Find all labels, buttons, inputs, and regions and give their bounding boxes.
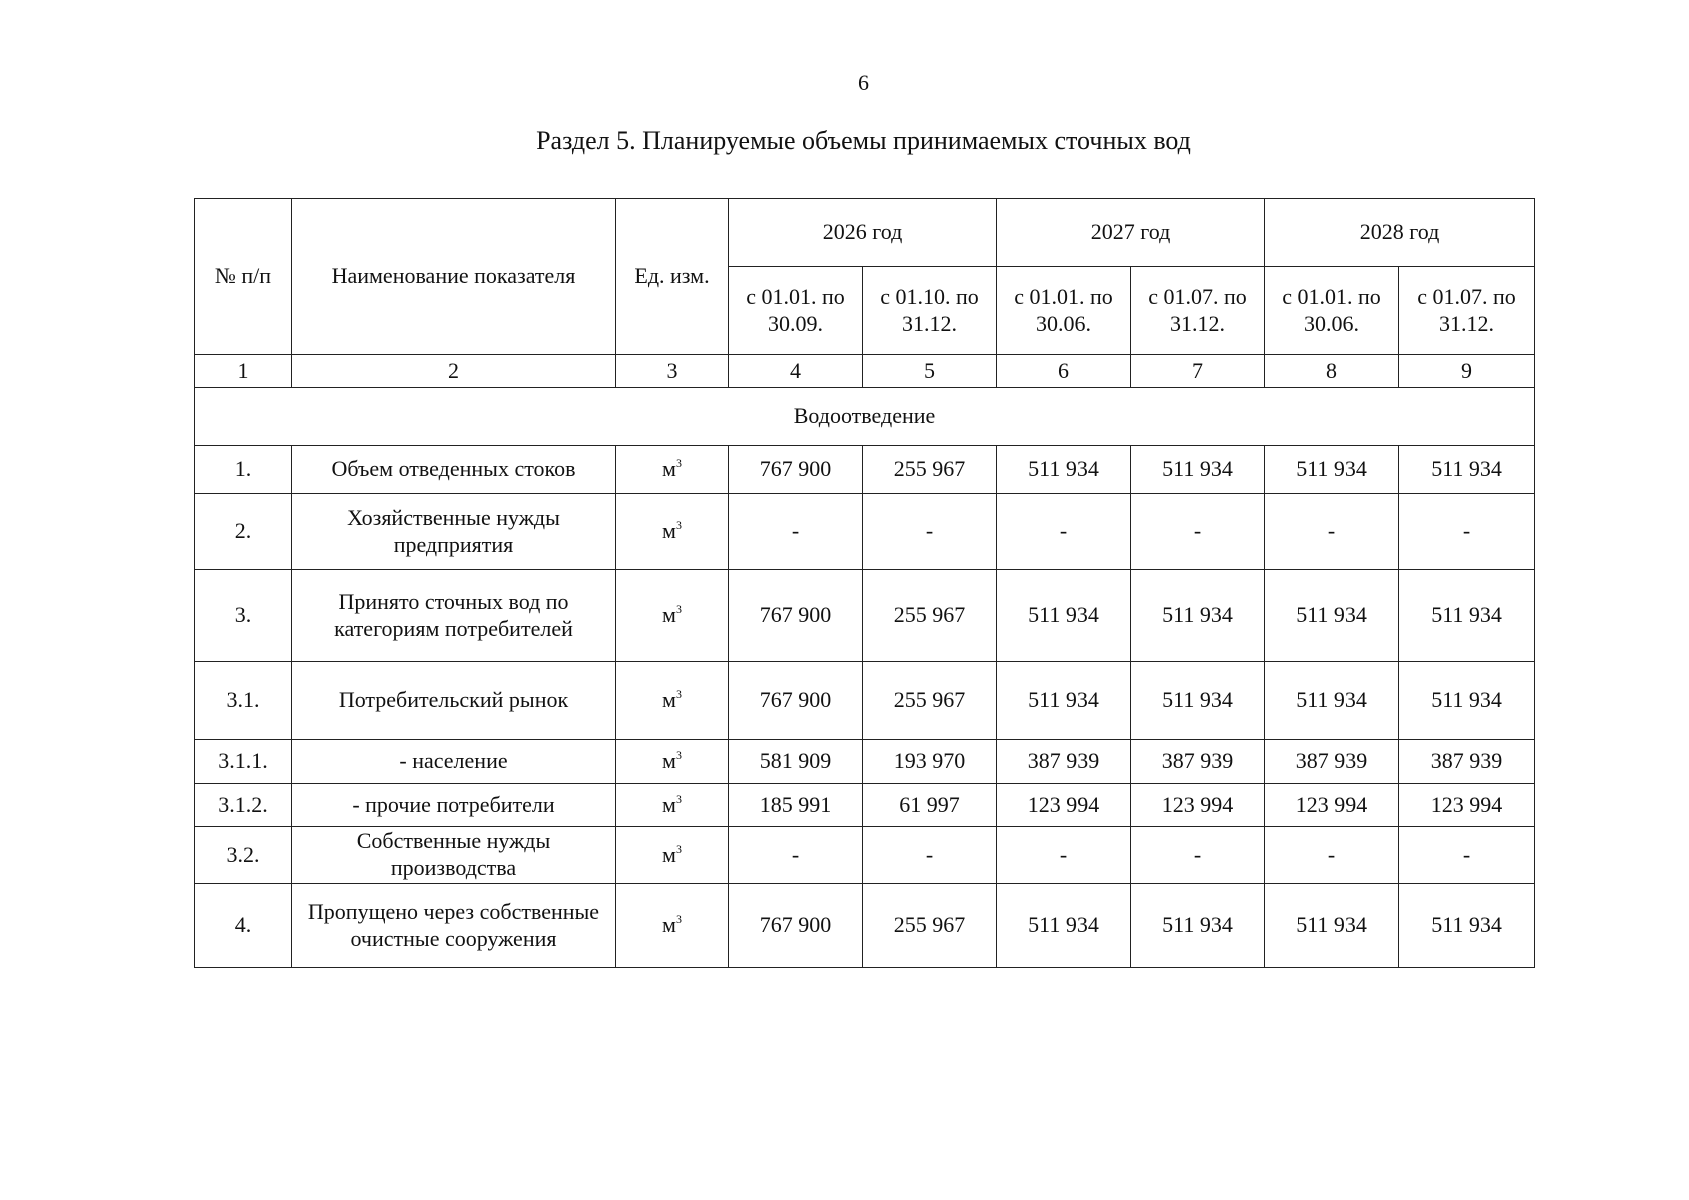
value-cell: -: [1399, 827, 1535, 884]
column-number: 1: [195, 355, 292, 388]
indicator-name: - прочие потребители: [292, 784, 616, 827]
indicator-name: Пропущено через собственные очистные сооружения: [292, 884, 616, 968]
value-cell: 767 900: [729, 446, 863, 494]
unit-exponent: 3: [675, 687, 682, 702]
value-cell: 511 934: [1131, 446, 1265, 494]
value-cell: -: [729, 494, 863, 570]
unit-cell: [616, 494, 729, 570]
value-cell: 511 934: [1265, 446, 1399, 494]
table-row: [195, 884, 1535, 968]
value-cell: 123 994: [1399, 784, 1535, 827]
value-cell: 387 939: [1399, 740, 1535, 784]
value-cell: 123 994: [1265, 784, 1399, 827]
section-row: [195, 388, 1535, 446]
row-number: 3.1.: [195, 662, 292, 740]
value-cell: 61 997: [863, 784, 997, 827]
table-row: [195, 494, 1535, 570]
section-label: Водоотведение: [195, 388, 1535, 446]
unit-cell: [616, 662, 729, 740]
row-number: 2.: [195, 494, 292, 570]
value-cell: 767 900: [729, 884, 863, 968]
unit-cell: [616, 446, 729, 494]
unit-exponent: 3: [675, 518, 682, 533]
value-cell: 581 909: [729, 740, 863, 784]
value-cell: 511 934: [1131, 884, 1265, 968]
value-cell: 511 934: [997, 884, 1131, 968]
header-name: Наименование показателя: [292, 199, 616, 355]
value-cell: 511 934: [1399, 570, 1535, 662]
value-cell: 185 991: [729, 784, 863, 827]
value-cell: 511 934: [1131, 662, 1265, 740]
unit-cell: [616, 570, 729, 662]
unit-exponent: 3: [675, 456, 682, 471]
value-cell: 511 934: [1265, 662, 1399, 740]
unit-exponent: 3: [675, 602, 682, 617]
volumes-table: [194, 198, 1535, 968]
header-no: № п/п: [195, 199, 292, 355]
page-number: 6: [858, 70, 869, 95]
value-cell: -: [997, 494, 1131, 570]
unit-base: м: [662, 748, 676, 774]
indicator-name: - население: [292, 740, 616, 784]
table-row: [195, 446, 1535, 494]
column-number: 4: [729, 355, 863, 388]
value-cell: 255 967: [863, 884, 997, 968]
header-period: с 01.01. по 30.06.: [997, 267, 1131, 355]
value-cell: 511 934: [1399, 884, 1535, 968]
table-row: [195, 570, 1535, 662]
unit-base: м: [662, 791, 676, 817]
value-cell: 511 934: [997, 446, 1131, 494]
value-cell: -: [863, 827, 997, 884]
value-cell: -: [1265, 494, 1399, 570]
value-cell: 511 934: [1399, 662, 1535, 740]
unit-cell: [616, 740, 729, 784]
value-cell: -: [1399, 494, 1535, 570]
unit-exponent: 3: [675, 841, 682, 856]
header-period: с 01.07. по 31.12.: [1131, 267, 1265, 355]
unit-base: м: [662, 841, 676, 867]
value-cell: 511 934: [1265, 570, 1399, 662]
column-number: 5: [863, 355, 997, 388]
value-cell: 123 994: [1131, 784, 1265, 827]
header-period: с 01.01. по 30.09.: [729, 267, 863, 355]
header-row-years: [195, 199, 1535, 267]
unit-base: м: [662, 602, 676, 628]
value-cell: 511 934: [1131, 570, 1265, 662]
header-year-2026: 2026 год: [729, 199, 997, 267]
value-cell: 255 967: [863, 446, 997, 494]
value-cell: 511 934: [1265, 884, 1399, 968]
column-number: 7: [1131, 355, 1265, 388]
unit-cell: [616, 827, 729, 884]
row-number: 3.1.2.: [195, 784, 292, 827]
unit-exponent: 3: [675, 791, 682, 806]
value-cell: -: [1131, 827, 1265, 884]
value-cell: 387 939: [1131, 740, 1265, 784]
header-year-2027: 2027 год: [997, 199, 1265, 267]
header-year-2028: 2028 год: [1265, 199, 1535, 267]
value-cell: 387 939: [1265, 740, 1399, 784]
header-period: с 01.07. по 31.12.: [1399, 267, 1535, 355]
value-cell: -: [997, 827, 1131, 884]
unit-base: м: [662, 912, 676, 938]
section-title: Раздел 5. Планируемые объемы принимаемых сточных вод: [536, 126, 1191, 155]
column-number-row: [195, 355, 1535, 388]
column-number: 8: [1265, 355, 1399, 388]
value-cell: -: [1131, 494, 1265, 570]
unit-cell: [616, 784, 729, 827]
row-number: 3.1.1.: [195, 740, 292, 784]
row-number: 3.2.: [195, 827, 292, 884]
indicator-name: Принято сточных вод по категориям потребителей: [292, 570, 616, 662]
value-cell: 511 934: [1399, 446, 1535, 494]
value-cell: -: [1265, 827, 1399, 884]
unit-base: м: [662, 456, 676, 482]
column-number: 3: [616, 355, 729, 388]
column-number: 9: [1399, 355, 1535, 388]
row-number: 3.: [195, 570, 292, 662]
value-cell: 387 939: [997, 740, 1131, 784]
table-row: [195, 740, 1535, 784]
unit-exponent: 3: [675, 748, 682, 763]
value-cell: 193 970: [863, 740, 997, 784]
indicator-name: Потребительский рынок: [292, 662, 616, 740]
value-cell: 767 900: [729, 662, 863, 740]
table-row: [195, 662, 1535, 740]
value-cell: -: [863, 494, 997, 570]
header-period: с 01.01. по 30.06.: [1265, 267, 1399, 355]
header-period: с 01.10. по 31.12.: [863, 267, 997, 355]
value-cell: -: [729, 827, 863, 884]
indicator-name: Хозяйственные нужды предприятия: [292, 494, 616, 570]
header-unit: Ед. изм.: [616, 199, 729, 355]
column-number: 6: [997, 355, 1131, 388]
indicator-name: Объем отведенных стоков: [292, 446, 616, 494]
value-cell: 511 934: [997, 570, 1131, 662]
table-row: [195, 784, 1535, 827]
value-cell: 255 967: [863, 570, 997, 662]
unit-base: м: [662, 687, 676, 713]
value-cell: 255 967: [863, 662, 997, 740]
column-number: 2: [292, 355, 616, 388]
unit-cell: [616, 884, 729, 968]
value-cell: 767 900: [729, 570, 863, 662]
value-cell: 123 994: [997, 784, 1131, 827]
unit-base: м: [662, 518, 676, 544]
row-number: 1.: [195, 446, 292, 494]
table-row: [195, 827, 1535, 884]
row-number: 4.: [195, 884, 292, 968]
indicator-name: Собственные нужды производства: [292, 827, 616, 884]
unit-exponent: 3: [675, 912, 682, 927]
value-cell: 511 934: [997, 662, 1131, 740]
